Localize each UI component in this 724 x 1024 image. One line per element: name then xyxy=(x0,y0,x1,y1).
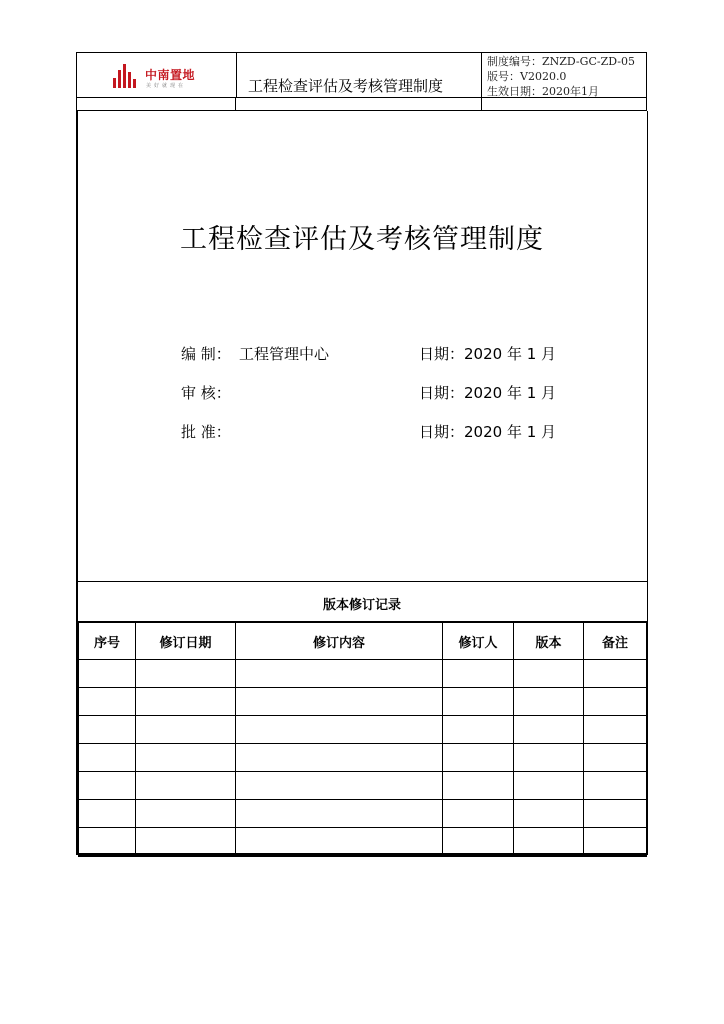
table-cell xyxy=(443,772,514,800)
doc-effective-date: 生效日期：2020年1月 xyxy=(487,85,599,97)
table-cell xyxy=(136,744,236,772)
table-cell xyxy=(236,660,443,688)
table-cell xyxy=(584,688,647,716)
signature-row-reviewed xyxy=(181,382,239,403)
table-cell xyxy=(136,800,236,828)
table-cell xyxy=(79,716,136,744)
table-cell xyxy=(236,744,443,772)
signature-date-prepared: 日期：2020 年 1 月 xyxy=(419,345,557,363)
table-cell xyxy=(236,688,443,716)
table-row xyxy=(79,828,647,857)
table-cell xyxy=(514,660,584,688)
header-strip xyxy=(76,98,647,111)
table-row xyxy=(79,800,647,828)
signature-label: 批 准： xyxy=(181,423,231,441)
signature-row-prepared xyxy=(181,343,329,364)
table-cell xyxy=(514,716,584,744)
doc-version: 版号：V2020.0 xyxy=(487,70,567,83)
column-header: 备注 xyxy=(584,622,647,660)
revision-header-row xyxy=(79,622,647,660)
table-cell xyxy=(584,716,647,744)
table-row xyxy=(79,716,647,744)
table-cell xyxy=(136,828,236,857)
table-cell xyxy=(514,800,584,828)
header-title: 工程检查评估及考核管理制度 xyxy=(248,77,444,95)
table-row xyxy=(79,744,647,772)
company-logo xyxy=(112,64,222,90)
table-cell xyxy=(236,800,443,828)
signature-value: 工程管理中心 xyxy=(239,345,330,363)
document-title: 工程检查评估及考核管理制度 xyxy=(180,224,544,255)
revision-table xyxy=(78,621,647,857)
logo-tagline: 美好就现在 xyxy=(146,83,187,89)
signature-date-approved: 日期：2020 年 1 月 xyxy=(419,423,557,441)
document-header xyxy=(76,52,647,98)
signature-row-approved xyxy=(181,421,239,442)
table-cell xyxy=(443,716,514,744)
table-cell xyxy=(136,772,236,800)
table-cell xyxy=(79,800,136,828)
logo-cell xyxy=(77,53,237,97)
revision-body xyxy=(79,660,647,857)
header-title-cell xyxy=(236,53,482,97)
table-row xyxy=(79,688,647,716)
column-header: 版本 xyxy=(514,622,584,660)
signature-label: 编 制： xyxy=(181,345,231,363)
table-cell xyxy=(79,744,136,772)
table-cell xyxy=(136,688,236,716)
table-cell xyxy=(584,744,647,772)
column-header: 修订日期 xyxy=(136,622,236,660)
column-header: 序号 xyxy=(79,622,136,660)
signature-date-reviewed: 日期：2020 年 1 月 xyxy=(419,384,557,402)
logo-name: 中南置地 xyxy=(145,68,196,82)
revision-divider xyxy=(78,581,647,582)
logo-bars-icon xyxy=(112,64,138,90)
table-cell xyxy=(79,660,136,688)
table-cell xyxy=(514,688,584,716)
table-cell xyxy=(584,772,647,800)
table-cell xyxy=(136,716,236,744)
table-cell xyxy=(236,828,443,857)
header-meta-cell xyxy=(482,53,646,97)
signature-label: 审 核： xyxy=(181,384,231,402)
table-cell xyxy=(443,800,514,828)
table-cell xyxy=(443,660,514,688)
table-cell xyxy=(79,772,136,800)
table-cell xyxy=(136,660,236,688)
table-cell xyxy=(584,800,647,828)
revision-title: 版本修订记录 xyxy=(322,598,401,613)
column-header: 修订内容 xyxy=(236,622,443,660)
table-row xyxy=(79,660,647,688)
table-cell xyxy=(236,716,443,744)
table-cell xyxy=(584,660,647,688)
table-cell xyxy=(443,828,514,857)
table-cell xyxy=(236,772,443,800)
table-cell xyxy=(443,744,514,772)
table-cell xyxy=(79,828,136,857)
table-cell xyxy=(514,744,584,772)
table-row xyxy=(79,772,647,800)
table-cell xyxy=(584,828,647,857)
column-header: 修订人 xyxy=(443,622,514,660)
table-cell xyxy=(79,688,136,716)
doc-code: 制度编号：ZNZD-GC-ZD-05 xyxy=(487,55,635,68)
table-cell xyxy=(443,688,514,716)
table-cell xyxy=(514,772,584,800)
table-cell xyxy=(514,828,584,857)
